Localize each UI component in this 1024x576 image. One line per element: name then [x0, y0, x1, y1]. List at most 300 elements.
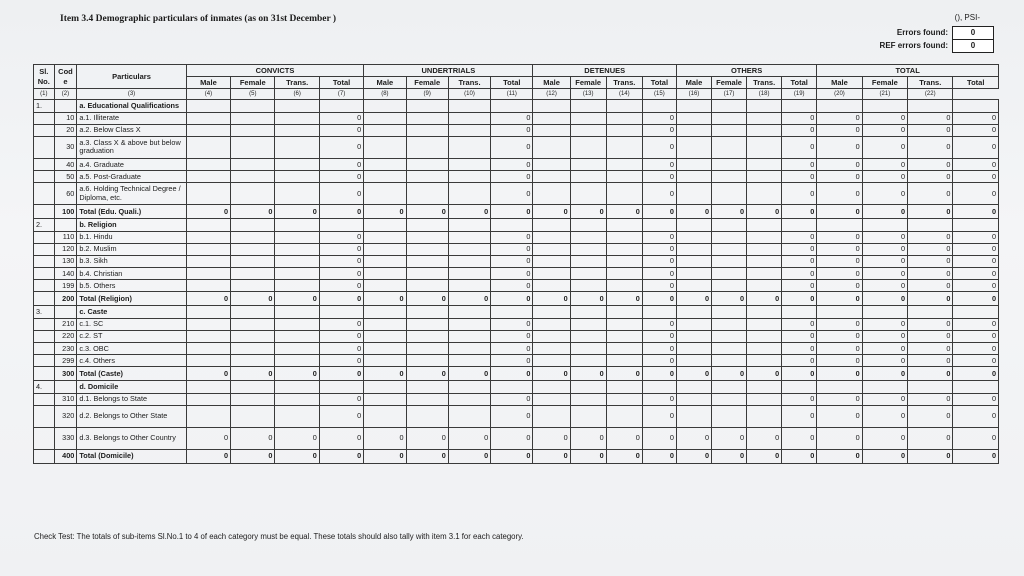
value-cell[interactable]	[406, 318, 448, 330]
value-cell[interactable]	[606, 318, 642, 330]
value-cell[interactable]	[406, 343, 448, 355]
value-cell[interactable]	[676, 171, 711, 183]
value-cell[interactable]	[606, 330, 642, 342]
value-cell[interactable]: 0	[747, 449, 782, 463]
value-cell[interactable]: 0	[606, 205, 642, 219]
value-cell[interactable]: 0	[817, 330, 862, 342]
value-cell[interactable]	[275, 255, 319, 267]
value-cell[interactable]: 0	[491, 449, 533, 463]
value-cell[interactable]: 0	[817, 343, 862, 355]
value-cell[interactable]	[747, 405, 782, 427]
value-cell[interactable]: 0	[953, 449, 999, 463]
value-cell[interactable]: 0	[491, 427, 533, 449]
value-cell[interactable]: 0	[712, 367, 747, 381]
value-cell[interactable]: 0	[953, 183, 999, 205]
value-cell[interactable]	[712, 112, 747, 124]
value-cell[interactable]	[231, 330, 275, 342]
value-cell[interactable]: 0	[862, 171, 907, 183]
value-cell[interactable]: 0	[642, 367, 676, 381]
value-cell[interactable]: 0	[533, 449, 570, 463]
value-cell[interactable]	[406, 112, 448, 124]
value-cell[interactable]: 0	[186, 427, 230, 449]
value-cell[interactable]	[676, 393, 711, 405]
value-cell[interactable]: 0	[862, 136, 907, 158]
value-cell[interactable]	[275, 183, 319, 205]
value-cell[interactable]: 0	[908, 330, 953, 342]
value-cell[interactable]: 0	[908, 158, 953, 170]
value-cell[interactable]	[747, 136, 782, 158]
value-cell[interactable]	[275, 158, 319, 170]
value-cell[interactable]: 0	[817, 367, 862, 381]
value-cell[interactable]: 0	[782, 158, 817, 170]
value-cell[interactable]: 0	[186, 449, 230, 463]
value-cell[interactable]: 0	[319, 367, 363, 381]
value-cell[interactable]	[676, 112, 711, 124]
value-cell[interactable]	[570, 343, 606, 355]
value-cell[interactable]: 0	[319, 158, 363, 170]
value-cell[interactable]	[186, 112, 230, 124]
value-cell[interactable]: 0	[953, 330, 999, 342]
value-cell[interactable]	[186, 330, 230, 342]
value-cell[interactable]: 0	[908, 124, 953, 136]
value-cell[interactable]	[712, 330, 747, 342]
value-cell[interactable]: 0	[782, 343, 817, 355]
value-cell[interactable]: 0	[953, 427, 999, 449]
value-cell[interactable]: 0	[491, 112, 533, 124]
value-cell[interactable]	[533, 355, 570, 367]
value-cell[interactable]: 0	[953, 292, 999, 306]
value-cell[interactable]: 0	[642, 124, 676, 136]
value-cell[interactable]	[712, 268, 747, 280]
value-cell[interactable]: 0	[782, 393, 817, 405]
value-cell[interactable]: 0	[782, 280, 817, 292]
value-cell[interactable]: 0	[642, 405, 676, 427]
value-cell[interactable]	[606, 158, 642, 170]
value-cell[interactable]: 0	[817, 136, 862, 158]
value-cell[interactable]: 0	[908, 393, 953, 405]
value-cell[interactable]: 0	[782, 318, 817, 330]
value-cell[interactable]: 0	[319, 243, 363, 255]
value-cell[interactable]: 0	[642, 136, 676, 158]
value-cell[interactable]: 0	[491, 268, 533, 280]
value-cell[interactable]	[448, 183, 490, 205]
value-cell[interactable]: 0	[862, 231, 907, 243]
value-cell[interactable]: 0	[231, 367, 275, 381]
value-cell[interactable]	[448, 231, 490, 243]
value-cell[interactable]: 0	[908, 112, 953, 124]
value-cell[interactable]: 0	[953, 343, 999, 355]
value-cell[interactable]: 0	[364, 205, 406, 219]
value-cell[interactable]	[570, 393, 606, 405]
value-cell[interactable]: 0	[953, 158, 999, 170]
value-cell[interactable]: 0	[862, 158, 907, 170]
value-cell[interactable]	[533, 183, 570, 205]
value-cell[interactable]	[406, 280, 448, 292]
value-cell[interactable]	[747, 158, 782, 170]
value-cell[interactable]	[676, 136, 711, 158]
value-cell[interactable]	[364, 136, 406, 158]
value-cell[interactable]: 0	[953, 205, 999, 219]
value-cell[interactable]	[231, 124, 275, 136]
value-cell[interactable]	[533, 393, 570, 405]
value-cell[interactable]	[570, 355, 606, 367]
value-cell[interactable]: 0	[491, 343, 533, 355]
value-cell[interactable]: 0	[817, 171, 862, 183]
value-cell[interactable]	[606, 171, 642, 183]
value-cell[interactable]	[275, 393, 319, 405]
value-cell[interactable]	[570, 158, 606, 170]
value-cell[interactable]	[676, 231, 711, 243]
value-cell[interactable]: 0	[319, 231, 363, 243]
value-cell[interactable]	[533, 268, 570, 280]
value-cell[interactable]: 0	[862, 355, 907, 367]
value-cell[interactable]	[533, 231, 570, 243]
value-cell[interactable]: 0	[862, 405, 907, 427]
value-cell[interactable]: 0	[491, 292, 533, 306]
value-cell[interactable]: 0	[319, 112, 363, 124]
value-cell[interactable]: 0	[782, 243, 817, 255]
value-cell[interactable]	[712, 124, 747, 136]
value-cell[interactable]	[364, 330, 406, 342]
value-cell[interactable]	[712, 158, 747, 170]
value-cell[interactable]	[364, 183, 406, 205]
value-cell[interactable]	[364, 231, 406, 243]
value-cell[interactable]	[448, 280, 490, 292]
value-cell[interactable]	[570, 280, 606, 292]
value-cell[interactable]: 0	[364, 449, 406, 463]
value-cell[interactable]	[406, 183, 448, 205]
value-cell[interactable]: 0	[642, 171, 676, 183]
value-cell[interactable]: 0	[908, 231, 953, 243]
value-cell[interactable]	[570, 112, 606, 124]
value-cell[interactable]: 0	[491, 205, 533, 219]
value-cell[interactable]: 0	[862, 205, 907, 219]
value-cell[interactable]: 0	[908, 343, 953, 355]
value-cell[interactable]	[231, 280, 275, 292]
value-cell[interactable]	[364, 343, 406, 355]
value-cell[interactable]	[676, 158, 711, 170]
value-cell[interactable]: 0	[782, 268, 817, 280]
value-cell[interactable]: 0	[642, 292, 676, 306]
value-cell[interactable]: 0	[782, 330, 817, 342]
value-cell[interactable]: 0	[491, 158, 533, 170]
value-cell[interactable]: 0	[908, 449, 953, 463]
value-cell[interactable]: 0	[319, 393, 363, 405]
value-cell[interactable]	[231, 243, 275, 255]
value-cell[interactable]	[747, 183, 782, 205]
value-cell[interactable]	[406, 255, 448, 267]
value-cell[interactable]: 0	[862, 393, 907, 405]
value-cell[interactable]	[275, 112, 319, 124]
value-cell[interactable]: 0	[319, 205, 363, 219]
value-cell[interactable]	[406, 231, 448, 243]
value-cell[interactable]: 0	[231, 449, 275, 463]
value-cell[interactable]	[570, 231, 606, 243]
value-cell[interactable]: 0	[275, 292, 319, 306]
value-cell[interactable]: 0	[533, 292, 570, 306]
value-cell[interactable]: 0	[319, 343, 363, 355]
value-cell[interactable]: 0	[953, 231, 999, 243]
value-cell[interactable]	[747, 243, 782, 255]
value-cell[interactable]: 0	[817, 268, 862, 280]
value-cell[interactable]: 0	[448, 449, 490, 463]
value-cell[interactable]	[747, 171, 782, 183]
value-cell[interactable]	[676, 183, 711, 205]
value-cell[interactable]: 0	[642, 449, 676, 463]
value-cell[interactable]: 0	[953, 171, 999, 183]
value-cell[interactable]	[231, 112, 275, 124]
value-cell[interactable]: 0	[448, 292, 490, 306]
value-cell[interactable]: 0	[817, 158, 862, 170]
value-cell[interactable]	[606, 112, 642, 124]
value-cell[interactable]: 0	[275, 449, 319, 463]
value-cell[interactable]	[533, 124, 570, 136]
value-cell[interactable]	[606, 280, 642, 292]
value-cell[interactable]: 0	[533, 205, 570, 219]
value-cell[interactable]: 0	[406, 367, 448, 381]
value-cell[interactable]	[406, 355, 448, 367]
value-cell[interactable]: 0	[782, 183, 817, 205]
value-cell[interactable]: 0	[908, 280, 953, 292]
value-cell[interactable]: 0	[953, 393, 999, 405]
value-cell[interactable]: 0	[491, 367, 533, 381]
value-cell[interactable]: 0	[231, 427, 275, 449]
value-cell[interactable]	[186, 136, 230, 158]
value-cell[interactable]: 0	[275, 205, 319, 219]
value-cell[interactable]: 0	[491, 393, 533, 405]
value-cell[interactable]	[275, 268, 319, 280]
value-cell[interactable]	[676, 243, 711, 255]
value-cell[interactable]: 0	[491, 136, 533, 158]
value-cell[interactable]: 0	[186, 205, 230, 219]
value-cell[interactable]: 0	[953, 112, 999, 124]
value-cell[interactable]: 0	[953, 367, 999, 381]
value-cell[interactable]: 0	[676, 449, 711, 463]
value-cell[interactable]: 0	[231, 205, 275, 219]
value-cell[interactable]	[676, 280, 711, 292]
value-cell[interactable]	[231, 343, 275, 355]
value-cell[interactable]: 0	[817, 255, 862, 267]
value-cell[interactable]: 0	[817, 280, 862, 292]
value-cell[interactable]	[712, 255, 747, 267]
value-cell[interactable]: 0	[908, 136, 953, 158]
value-cell[interactable]	[747, 280, 782, 292]
value-cell[interactable]: 0	[570, 449, 606, 463]
value-cell[interactable]	[676, 255, 711, 267]
value-cell[interactable]: 0	[676, 367, 711, 381]
value-cell[interactable]	[406, 330, 448, 342]
value-cell[interactable]: 0	[319, 268, 363, 280]
value-cell[interactable]	[406, 268, 448, 280]
value-cell[interactable]	[231, 171, 275, 183]
value-cell[interactable]	[448, 343, 490, 355]
value-cell[interactable]	[448, 171, 490, 183]
value-cell[interactable]	[275, 243, 319, 255]
value-cell[interactable]: 0	[782, 231, 817, 243]
value-cell[interactable]: 0	[642, 183, 676, 205]
value-cell[interactable]: 0	[862, 124, 907, 136]
value-cell[interactable]	[676, 268, 711, 280]
value-cell[interactable]	[275, 231, 319, 243]
value-cell[interactable]: 0	[319, 183, 363, 205]
value-cell[interactable]: 0	[953, 136, 999, 158]
value-cell[interactable]: 0	[642, 330, 676, 342]
value-cell[interactable]: 0	[782, 255, 817, 267]
value-cell[interactable]: 0	[953, 405, 999, 427]
value-cell[interactable]: 0	[817, 427, 862, 449]
value-cell[interactable]: 0	[642, 112, 676, 124]
value-cell[interactable]	[186, 318, 230, 330]
value-cell[interactable]	[606, 393, 642, 405]
value-cell[interactable]: 0	[491, 243, 533, 255]
value-cell[interactable]: 0	[908, 243, 953, 255]
value-cell[interactable]: 0	[782, 449, 817, 463]
value-cell[interactable]: 0	[491, 171, 533, 183]
value-cell[interactable]	[606, 268, 642, 280]
value-cell[interactable]	[406, 405, 448, 427]
value-cell[interactable]	[231, 355, 275, 367]
value-cell[interactable]: 0	[570, 427, 606, 449]
value-cell[interactable]: 0	[642, 243, 676, 255]
value-cell[interactable]	[570, 136, 606, 158]
value-cell[interactable]: 0	[406, 292, 448, 306]
value-cell[interactable]	[606, 183, 642, 205]
value-cell[interactable]	[712, 405, 747, 427]
value-cell[interactable]: 0	[862, 243, 907, 255]
value-cell[interactable]	[186, 124, 230, 136]
value-cell[interactable]: 0	[570, 292, 606, 306]
value-cell[interactable]: 0	[908, 183, 953, 205]
value-cell[interactable]: 0	[953, 355, 999, 367]
value-cell[interactable]: 0	[406, 449, 448, 463]
value-cell[interactable]: 0	[712, 427, 747, 449]
value-cell[interactable]	[533, 136, 570, 158]
value-cell[interactable]	[275, 124, 319, 136]
value-cell[interactable]: 0	[953, 318, 999, 330]
value-cell[interactable]: 0	[319, 136, 363, 158]
value-cell[interactable]	[747, 318, 782, 330]
value-cell[interactable]: 0	[862, 292, 907, 306]
value-cell[interactable]	[406, 171, 448, 183]
value-cell[interactable]: 0	[817, 231, 862, 243]
value-cell[interactable]	[533, 343, 570, 355]
value-cell[interactable]: 0	[817, 243, 862, 255]
value-cell[interactable]	[606, 255, 642, 267]
value-cell[interactable]	[231, 255, 275, 267]
value-cell[interactable]	[570, 243, 606, 255]
value-cell[interactable]	[747, 393, 782, 405]
value-cell[interactable]	[406, 124, 448, 136]
value-cell[interactable]	[364, 355, 406, 367]
value-cell[interactable]	[676, 405, 711, 427]
value-cell[interactable]: 0	[782, 292, 817, 306]
value-cell[interactable]: 0	[908, 355, 953, 367]
value-cell[interactable]: 0	[642, 393, 676, 405]
value-cell[interactable]: 0	[606, 427, 642, 449]
value-cell[interactable]	[747, 231, 782, 243]
value-cell[interactable]	[231, 136, 275, 158]
value-cell[interactable]	[186, 280, 230, 292]
value-cell[interactable]: 0	[319, 355, 363, 367]
value-cell[interactable]	[364, 393, 406, 405]
value-cell[interactable]	[406, 243, 448, 255]
value-cell[interactable]: 0	[817, 318, 862, 330]
value-cell[interactable]	[448, 243, 490, 255]
value-cell[interactable]	[231, 393, 275, 405]
value-cell[interactable]: 0	[817, 205, 862, 219]
value-cell[interactable]	[275, 343, 319, 355]
value-cell[interactable]	[570, 183, 606, 205]
value-cell[interactable]	[570, 405, 606, 427]
value-cell[interactable]: 0	[319, 280, 363, 292]
value-cell[interactable]: 0	[908, 405, 953, 427]
value-cell[interactable]	[712, 280, 747, 292]
value-cell[interactable]	[533, 171, 570, 183]
value-cell[interactable]	[364, 280, 406, 292]
value-cell[interactable]	[448, 330, 490, 342]
value-cell[interactable]: 0	[231, 292, 275, 306]
value-cell[interactable]: 0	[642, 343, 676, 355]
value-cell[interactable]	[533, 158, 570, 170]
value-cell[interactable]	[606, 355, 642, 367]
value-cell[interactable]: 0	[406, 427, 448, 449]
value-cell[interactable]: 0	[533, 427, 570, 449]
value-cell[interactable]	[448, 112, 490, 124]
value-cell[interactable]: 0	[491, 231, 533, 243]
value-cell[interactable]: 0	[747, 427, 782, 449]
value-cell[interactable]	[186, 171, 230, 183]
value-cell[interactable]	[712, 231, 747, 243]
value-cell[interactable]: 0	[782, 405, 817, 427]
value-cell[interactable]: 0	[817, 292, 862, 306]
value-cell[interactable]	[448, 318, 490, 330]
value-cell[interactable]: 0	[642, 158, 676, 170]
value-cell[interactable]	[747, 268, 782, 280]
value-cell[interactable]	[186, 405, 230, 427]
value-cell[interactable]	[186, 183, 230, 205]
value-cell[interactable]	[231, 158, 275, 170]
value-cell[interactable]: 0	[782, 136, 817, 158]
value-cell[interactable]: 0	[186, 292, 230, 306]
value-cell[interactable]	[406, 393, 448, 405]
value-cell[interactable]	[606, 231, 642, 243]
value-cell[interactable]	[275, 280, 319, 292]
value-cell[interactable]: 0	[364, 367, 406, 381]
value-cell[interactable]: 0	[782, 355, 817, 367]
value-cell[interactable]	[533, 405, 570, 427]
value-cell[interactable]	[606, 343, 642, 355]
value-cell[interactable]: 0	[747, 292, 782, 306]
value-cell[interactable]: 0	[817, 405, 862, 427]
value-cell[interactable]: 0	[319, 292, 363, 306]
value-cell[interactable]	[231, 268, 275, 280]
value-cell[interactable]: 0	[319, 330, 363, 342]
value-cell[interactable]: 0	[319, 124, 363, 136]
value-cell[interactable]: 0	[712, 449, 747, 463]
value-cell[interactable]: 0	[319, 255, 363, 267]
value-cell[interactable]	[606, 136, 642, 158]
value-cell[interactable]	[364, 124, 406, 136]
value-cell[interactable]	[275, 330, 319, 342]
value-cell[interactable]: 0	[676, 427, 711, 449]
value-cell[interactable]: 0	[642, 205, 676, 219]
value-cell[interactable]: 0	[642, 427, 676, 449]
value-cell[interactable]	[364, 318, 406, 330]
value-cell[interactable]: 0	[862, 343, 907, 355]
value-cell[interactable]: 0	[642, 355, 676, 367]
value-cell[interactable]: 0	[491, 280, 533, 292]
value-cell[interactable]	[406, 158, 448, 170]
